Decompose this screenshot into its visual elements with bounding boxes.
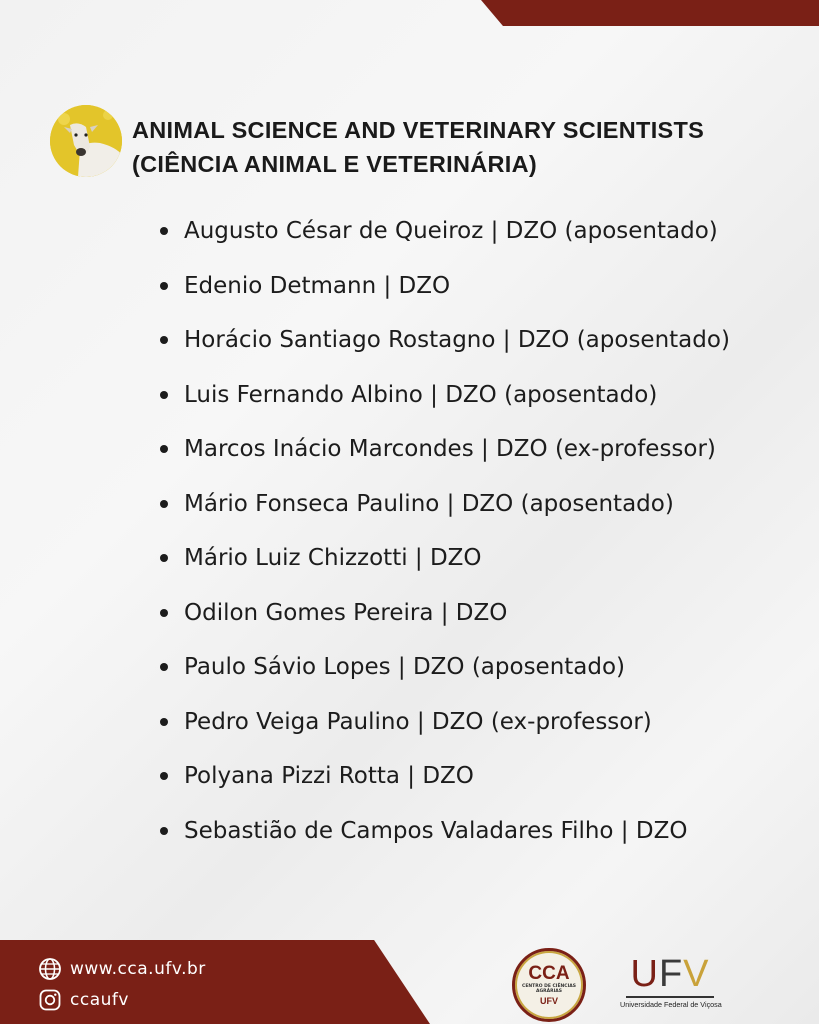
ufv-subtitle: Universidade Federal de Viçosa (620, 999, 722, 1009)
bullet-icon (160, 227, 168, 235)
bullet-icon (160, 827, 168, 835)
bullet-icon (160, 663, 168, 671)
bullet-icon (160, 772, 168, 780)
instagram-link[interactable] (38, 988, 129, 1012)
top-banner (481, 0, 819, 26)
scientist-name: Mário Luiz Chizzotti | DZO (184, 545, 482, 572)
list-item (160, 313, 730, 368)
scientist-list (160, 204, 730, 858)
ufv-divider (626, 996, 714, 998)
bullet-icon (160, 282, 168, 290)
list-item (160, 640, 730, 695)
list-item (160, 259, 730, 314)
section-header (50, 105, 704, 181)
bullet-icon (160, 445, 168, 453)
ufv-letter-f: F (658, 953, 684, 995)
scientist-name: Polyana Pizzi Rotta | DZO (184, 763, 474, 790)
list-item (160, 804, 730, 859)
scientist-name: Horácio Santiago Rostagno | DZO (aposentado) (184, 327, 730, 354)
scientist-name: Paulo Sávio Lopes | DZO (aposentado) (184, 654, 626, 681)
scientist-name: Augusto César de Queiroz | DZO (aposentado) (184, 218, 718, 245)
bullet-icon (160, 554, 168, 562)
scientist-name: Odilon Gomes Pereira | DZO (184, 599, 508, 626)
cca-logo-title: CCA (528, 962, 570, 984)
bullet-icon (160, 391, 168, 399)
website-text: www.cca.ufv.br (70, 959, 206, 979)
ufv-letters (620, 955, 720, 993)
instagram-text: ccaufv (70, 990, 129, 1010)
globe-icon (38, 957, 62, 981)
cca-logo-ufv: UFV (540, 995, 558, 1006)
list-item (160, 368, 730, 423)
scientist-name: Mário Fonseca Paulino | DZO (aposentado) (184, 490, 674, 517)
list-item (160, 749, 730, 804)
list-item (160, 422, 730, 477)
page-subtitle: (CIÊNCIA ANIMAL E VETERINÁRIA) (132, 151, 538, 177)
ufv-letter-u: U (630, 953, 659, 995)
instagram-icon (38, 988, 62, 1012)
title-block (132, 113, 704, 181)
scientist-name: Luis Fernando Albino | DZO (aposentado) (184, 381, 658, 408)
scientist-name: Pedro Veiga Paulino | DZO (ex-professor) (184, 708, 652, 735)
ufv-logo (620, 955, 720, 1009)
cca-logo-subtitle: CENTRO DE CIÊNCIAS AGRÁRIAS (522, 983, 576, 994)
list-item (160, 695, 730, 750)
bullet-icon (160, 336, 168, 344)
ufv-letter-v: V (683, 953, 710, 995)
list-item (160, 477, 730, 532)
scientist-name: Marcos Inácio Marcondes | DZO (ex-professor) (184, 436, 716, 463)
page-title: ANIMAL SCIENCE AND VETERINARY SCIENTISTS (132, 117, 705, 143)
website-link[interactable] (38, 957, 206, 981)
cow-icon (50, 105, 122, 177)
scientist-name: Edenio Detmann | DZO (184, 272, 451, 299)
cow-avatar-image (50, 105, 122, 177)
bullet-icon (160, 718, 168, 726)
bullet-icon (160, 500, 168, 508)
list-item (160, 204, 730, 259)
list-item (160, 586, 730, 641)
scientist-name: Sebastião de Campos Valadares Filho | DZO (184, 817, 688, 844)
bullet-icon (160, 609, 168, 617)
list-item (160, 531, 730, 586)
cca-logo (512, 948, 586, 1022)
